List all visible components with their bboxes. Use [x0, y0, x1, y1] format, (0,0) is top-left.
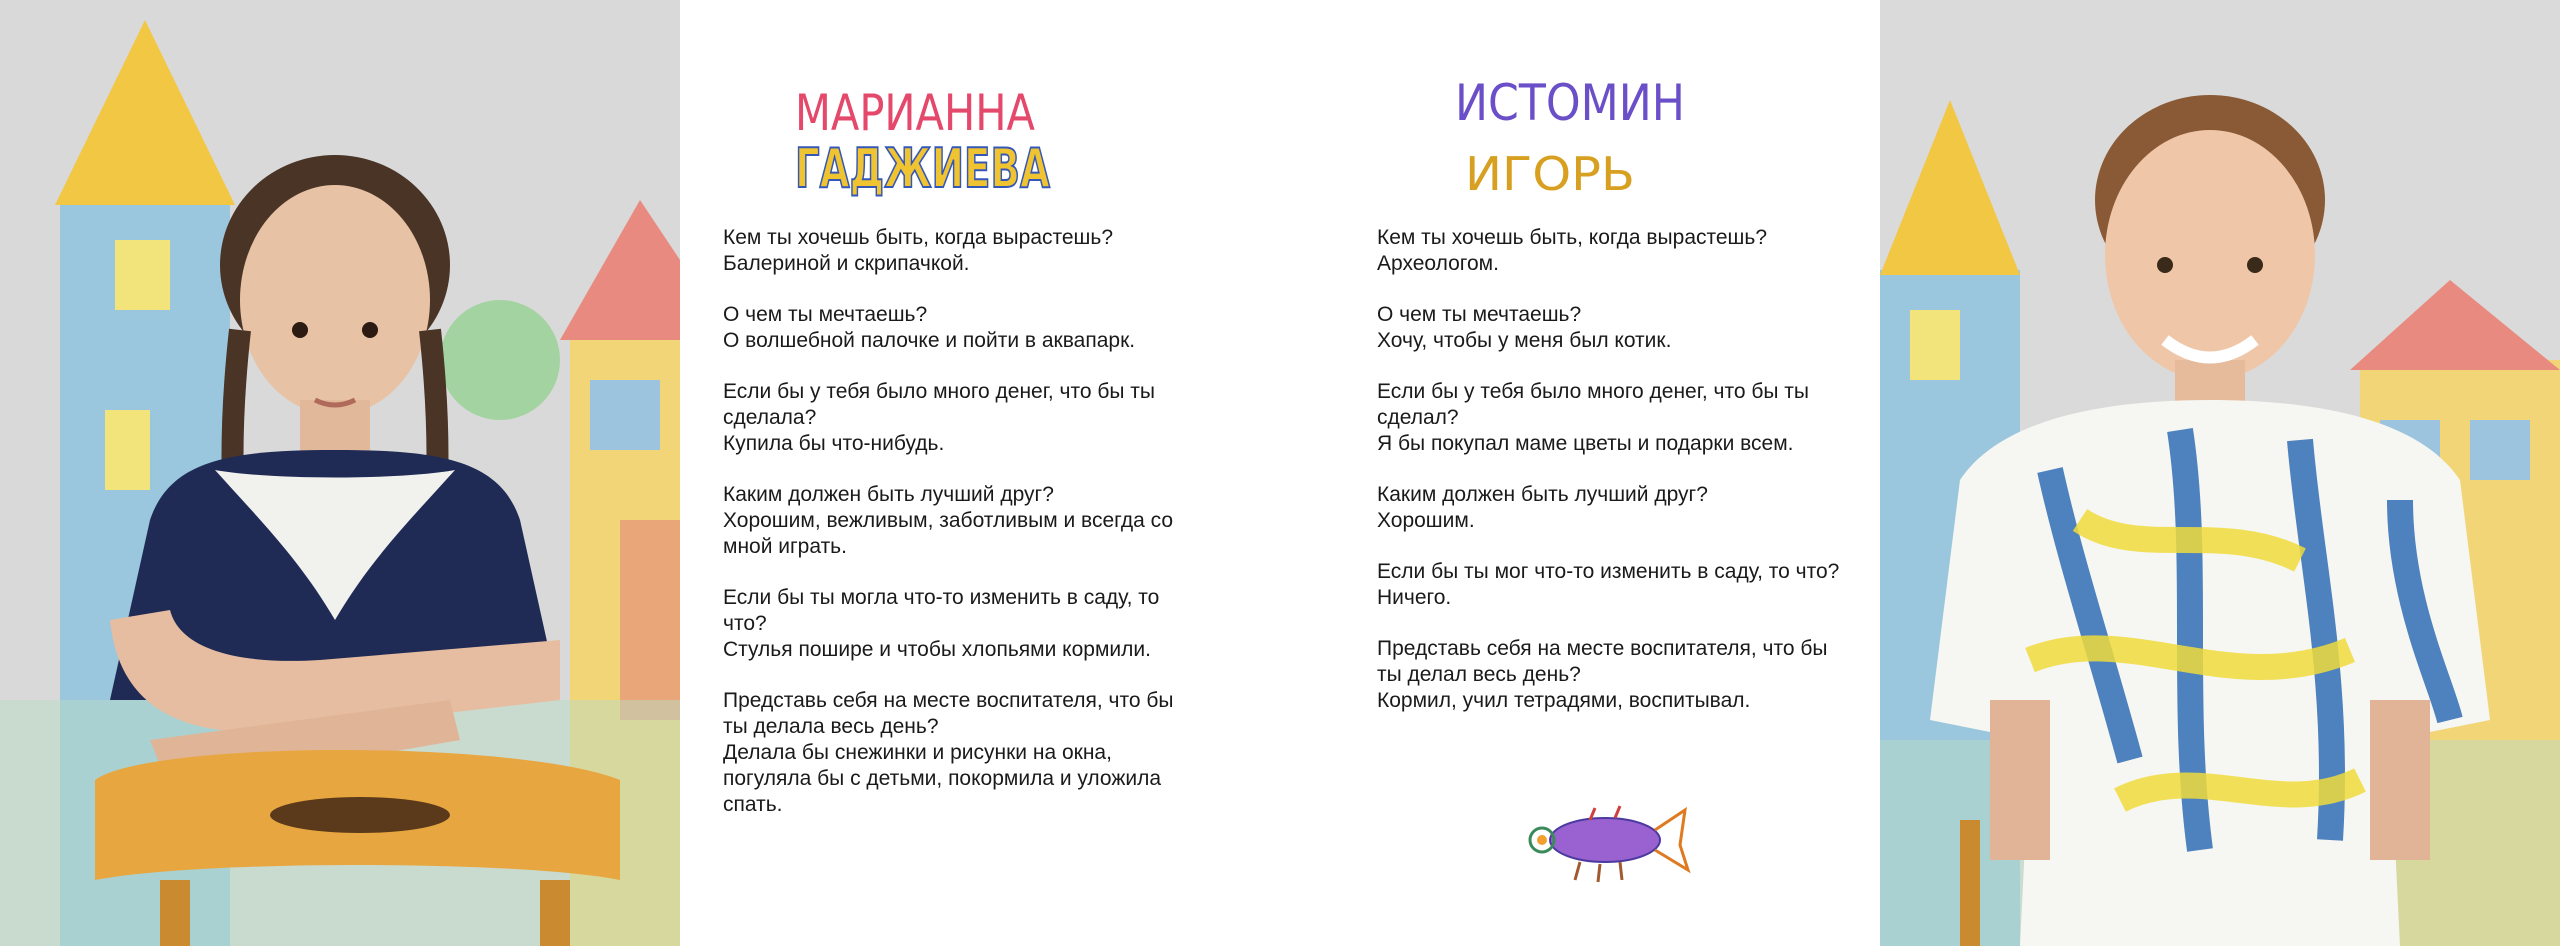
- answer: Археологом.: [1377, 252, 1499, 275]
- question: Если бы ты мог что-то изменить в саду, то что?: [1377, 560, 1840, 583]
- question: Представь себя на месте воспитателя, что бы ты делала весь день?: [723, 689, 1174, 738]
- name-title-left: [790, 75, 1080, 205]
- answer: Ничего.: [1377, 586, 1452, 609]
- photo-girl: [0, 0, 680, 946]
- answer: Хочу, чтобы у меня был котик.: [1377, 329, 1672, 352]
- qa-item: [1377, 302, 1847, 354]
- question: Если бы у тебя было много денег, что бы ты сделала?: [723, 380, 1156, 429]
- name-title-right: [1450, 60, 1750, 210]
- answer: Балериной и скрипачкой.: [723, 252, 970, 275]
- qa-item: [1377, 559, 1847, 611]
- answer: Кормил, учил тетрадями, воспитывал.: [1377, 689, 1751, 712]
- question: Если бы ты могла что-то изменить в саду, то что?: [723, 586, 1160, 635]
- question: Если бы у тебя было много денег, что бы ты сделал?: [1377, 380, 1810, 429]
- qa-item: [1377, 379, 1847, 457]
- qa-item: [723, 379, 1193, 457]
- question: О чем ты мечтаешь?: [723, 303, 928, 326]
- first-name-left: МАРИАННА: [795, 84, 1035, 142]
- question: Представь себя на месте воспитателя, что бы ты делал весь день?: [1377, 637, 1828, 686]
- qa-item: [723, 585, 1193, 663]
- child-drawing-fish-icon: [1520, 790, 1690, 890]
- qa-item: [1377, 225, 1847, 277]
- text-page: [680, 0, 1880, 946]
- qa-item: [723, 688, 1193, 818]
- answer: О волшебной палочке и пойти в аквапарк.: [723, 329, 1136, 352]
- qa-item: [723, 482, 1193, 560]
- question: Кем ты хочешь быть, когда вырастешь?: [1377, 226, 1768, 249]
- last-name-left: ГАДЖИЕВА: [795, 137, 1051, 200]
- answer: Хорошим.: [1377, 509, 1475, 532]
- question: Кем ты хочешь быть, когда вырастешь?: [723, 226, 1114, 249]
- qa-item: [1377, 482, 1847, 534]
- photo-boy: [1880, 0, 2560, 946]
- answer: Стулья пошире и чтобы хлопьями кормили.: [723, 638, 1151, 661]
- question: Каким должен быть лучший друг?: [723, 483, 1054, 506]
- qa-item: [723, 225, 1193, 277]
- qa-item: [1377, 636, 1847, 714]
- first-name-right: ИГОРЬ: [1465, 147, 1635, 201]
- qa-column-left: [723, 225, 1193, 843]
- last-name-right: ИСТОМИН: [1455, 74, 1685, 132]
- qa-column-right: [1377, 225, 1847, 739]
- qa-item: [723, 302, 1193, 354]
- answer: Я бы покупал маме цветы и подарки всем.: [1377, 432, 1794, 455]
- answer: Купила бы что-нибудь.: [723, 432, 945, 455]
- answer: Делала бы снежинки и рисунки на окна, погуляла бы с детьми, покормила и уложила спать.: [723, 741, 1162, 816]
- answer: Хорошим, вежливым, заботливым и всегда со мной играть.: [723, 509, 1174, 558]
- photo-boy-illustration: [1880, 0, 2560, 946]
- photo-girl-illustration: [0, 0, 680, 946]
- question: Каким должен быть лучший друг?: [1377, 483, 1708, 506]
- question: О чем ты мечтаешь?: [1377, 303, 1582, 326]
